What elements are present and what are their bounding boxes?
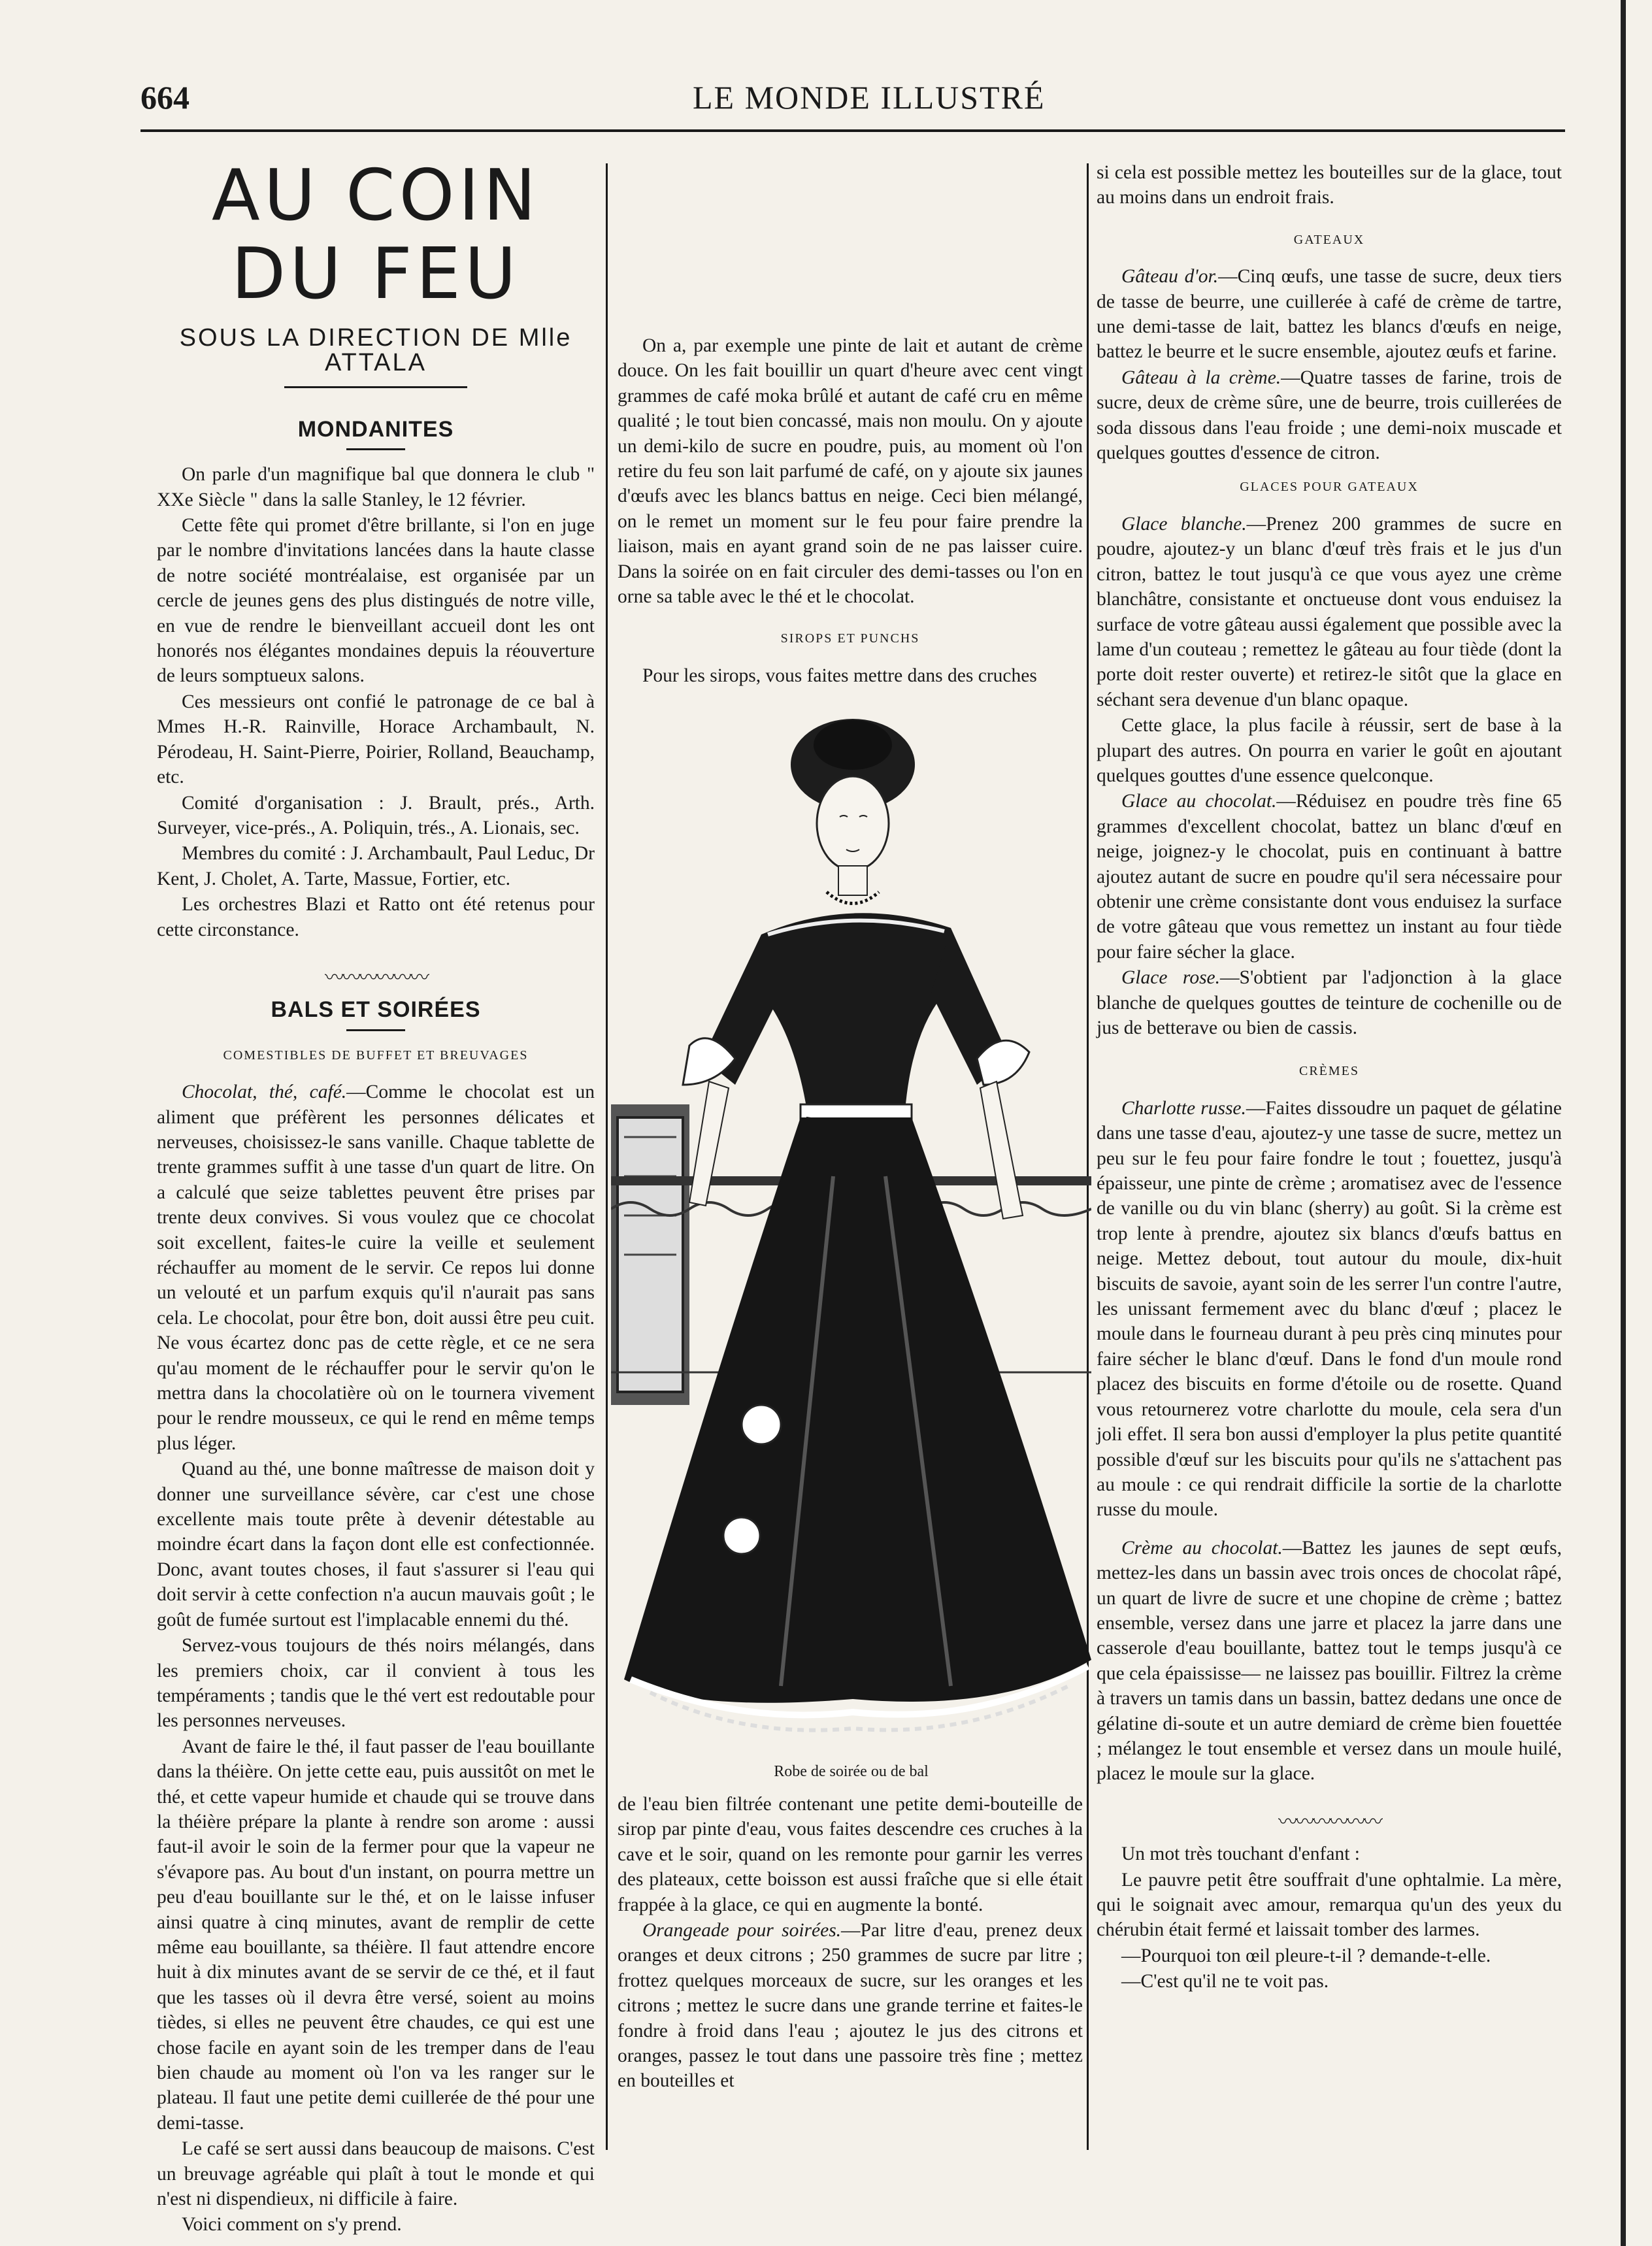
publication-title: LE MONDE ILLUSTRÉ (693, 79, 1046, 116)
paragraph-glace-chocolat (1097, 789, 1562, 965)
column-2-bottom (618, 1792, 1083, 2094)
subheading-comestibles: COMESTIBLES DE BUFFET ET BREUVAGES (223, 1048, 529, 1063)
paragraph-text: —Faites dissoudre un paquet de gélatine dans une tasse d'eau, ajoutez-y une tasse de sucre, mettez un peu sur le feu pour faire fondre le tout ; fouettez, jusqu'à épaisseur, une pinte de crème ; aromatisez avec de l'essence de vanille ou du vin blanc (sherry) au goût. Si la crème est trop lente à prendre, ajoutez six blancs d'œufs battus en neige. Mettez debout, tout autour du moule, dix-huit biscuits de savoie, ayant soin de les serrer l'un contre l'autre, les unissant fermement avec du blanc d'œuf ; placez le moule dans le fourneau durant à peu près cinq minutes pour faire sécher le blanc d'œuf. Dans le fond d'un moule rond placez des biscuits en forme d'étoile ou de rosette. Quand vous retournerez votre charlotte du moule, cela sera d'un joli effet. Il sera bon aussi d'employer la plus petite quantité possible d'œuf sur les biscuits pour qu'ils ne s'attachent pas au moule : ce qui rendrait difficile la sortie de la charlotte russe du moule. (1097, 1097, 1562, 1521)
subtitle: SOUS LA DIRECTION DE Mlle ATTALA (179, 324, 572, 377)
paragraph-orangeade (618, 1918, 1083, 2094)
face (817, 776, 889, 870)
subheading-sirops: SIROPS ET PUNCHS (780, 631, 920, 646)
paragraph: Quand au thé, une bonne maîtresse de maison doit y donner une surveillance sévère, car c'est une chose excellente mais toute prête à devenir détestable au moindre écart dans la façon dont elle est confectionnée. Donc, avant toutes choses, il faut s'assurer si l'eau qui doit servir à cette confection n'a aucun mauvais goût ; le goût de fumée surtout est l'implacable ennemi du thé. (157, 1459, 595, 1630)
paragraph-creme-chocolat (1097, 1536, 1562, 1787)
paragraph: Comité d'organisation : J. Brault, prés., Arth. Surveyer, vice-prés., A. Poliquin, trés., A. Lionais, sec. (157, 792, 595, 838)
paragraph-text: —Cinq œufs, une tasse de sucre, deux tiers de tasse de beurre, une cuillerée à café de crème de tartre, une demi-tasse de lait, battez les blancs d'œufs en neige, battez le beurre et le sucre ensemble, ajoutez œufs et farine. (1097, 266, 1562, 363)
subheading-glaces: GLACES POUR GATEAUX (1240, 480, 1419, 495)
figure-caption: Robe de soirée ou de bal (774, 1763, 929, 1780)
paragraph: Pour les sirops, vous faites mettre dans des cruches (642, 665, 1037, 686)
lead-in: Crème au chocolat. (1121, 1537, 1283, 1559)
subheading-cremes: CRÈMES (1298, 1064, 1360, 1079)
paragraph-charlotte (1097, 1096, 1562, 1523)
paragraph-text: —S'obtient par l'adjonction à la glace blanche de quelques gouttes de teinture de cochenille ou de jus de betterave ou bien de cassis. (1097, 967, 1562, 1038)
paragraph-gateau-or (1097, 264, 1562, 365)
lead-in: Charlotte russe. (1121, 1097, 1246, 1119)
paragraph-text: —Par litre d'eau, prenez deux oranges et deux citrons ; 250 grammes de sucre par litre ; frottez quelques morceaux de sucre, sur les oranges et les citrons ; mettez le sucre dans une grande terrine et faites-le fondre à froid dans l'eau ; ajoutez le jus des citrons et oranges, passez le tout dans une passoire très fine ; mettez en bouteilles et (618, 1920, 1083, 2092)
paragraph: Un mot très touchant d'enfant : (1121, 1843, 1360, 1865)
lead-in: Gâteau à la crème. (1121, 367, 1281, 388)
paragraph-text: —Comme le chocolat est un aliment que préfèrent les personnes délicates et nerveuses, choisissez-le sans vanille. Chaque tablette de trente grammes suffit à une tasse d'un quart de litre. On a calculé que seize tablettes peuvent être prises par trente deux convives. Si vous voulez que ce chocolat soit excellent, faites-le cuire la veille et seulement réchauffer au moment de le servir. Ce repos lui donne un velouté et un parfum exquis qu'il n'aurait pas sans cela. Le chocolat, pour être bon, doit aussi être peu cuit. Ne vous écartez donc pas de cette règle, et ce ne sera qu'au moment de le réchauffer pour le servir qu'on le mettra dans la chocolatière où on le tournera vivement pour le rendre mousseux, ce qui le rend en même temps plus léger. (157, 1082, 595, 1454)
column-3 (1097, 160, 1562, 1995)
paragraph: Cette glace, la plus facile à réussir, sert de base à la plupart des autres. On pourra en varier le goût en ajoutant quelques gouttes d'une essence quelconque. (1097, 715, 1562, 786)
column-divider-1 (606, 163, 608, 2150)
bodice (761, 913, 951, 1111)
paragraph: Le pauvre petit être souffrait d'une ophtalmie. La mère, qui le soignait avec amour, remarqua qu'un des yeux du chérubin était fermé et laissait tomber des larmes. (1097, 1869, 1562, 1941)
paragraph-text: —Quatre tasses de farine, trois de sucre, deux de crème sûre, une de beurre, trois cuillerées de soda dissous dans l'eau froide ; une demi-noix muscade et quelques gouttes d'essence de citron. (1097, 367, 1562, 464)
paragraph: Cette fête qui promet d'être brillante, si l'on en juge par le nombre d'invitations lancées dans la haute classe de notre société montréalaise, est organisée par un cercle de jeunes gens des plus distingués de notre ville, en vue de rendre le bienveillant accueil dont les ont honorés nos élégantes mondaines depuis la réouverture de leurs somptueux salons. (157, 515, 595, 687)
lead-in: Orangeade pour soirées. (642, 1920, 842, 1941)
lead-in: Glace blanche. (1121, 513, 1247, 535)
lead-in: Gâteau d'or. (1121, 266, 1219, 288)
wavy-divider: 〰〰〰〰〰〰 (325, 966, 427, 989)
paragraph-gateau-creme (1097, 365, 1562, 466)
paragraph: Servez-vous toujours de thés noirs mélangés, dans les premiers choix, car il convient à tous les tempéraments ; tandis que le thé vert est redoutable pour les personnes nerveuses. (157, 1635, 595, 1732)
lead-in: Glace au chocolat. (1121, 791, 1277, 812)
main-title: AU COIN DU FEU (211, 155, 540, 315)
section-rule (346, 1029, 405, 1031)
paragraph-text: —Réduisez en poudre très fine 65 grammes d'excellent chocolat, battez un blanc d'œuf en neige, joignez-y le chocolat, puis en continuant à battre ajoutez autant de sucre en poudre qu'il sera nécessaire pour obtenir une crème consistante dont vous enduisez la surface de votre gâteau que vous remettez un instant au four tiède pour faire sécher la glace. (1097, 791, 1562, 963)
paragraph: On parle d'un magnifique bal que donnera le club " XXe Siècle " dans la salle Stanley, le 12 février. (157, 464, 595, 510)
paragraph: On a, par exemple une pinte de lait et autant de crème douce. On les fait bouillir un quart d'heure avec cent vingt grammes de café moka brûlé et autant de café cru en même qualité ; le tout bien concassé, mais non moulu. On y ajoute un demi-kilo de sucre en poudre, puis, au moment où l'on retire du feu son lait parfumé de café, on y ajoute six jaunes d'œufs avec les blancs battus en neige. Ceci bien mélangé, on le remet un moment sur le feu pour faire prendre la liaison, mais en ayant grand soin de ne pas laisser cuire. Dans la soirée on en fait circuler des demi-tasses ou l'on en orne sa table avec le thé et le chocolat. (618, 335, 1083, 608)
section-heading-mondanites: MONDANITES (297, 416, 454, 442)
paragraph: si cela est possible mettez les bouteilles sur de la glace, tout au moins dans un endroit frais. (1097, 162, 1562, 208)
lead-in: Chocolat, thé, café. (182, 1082, 347, 1103)
paragraph-glace-rose (1097, 965, 1562, 1040)
column-2-top (618, 333, 1083, 689)
paragraph-text: —Battez les jaunes de sept œufs, mettez-les dans un bassin avec trois onces de chocolat râpé, un quart de livre de sucre et une chopine de crème ; battez ensemble, versez dans une jarre et placez la jarre dans une casserole d'eau bouillante, battez tout le temps jusqu'à ce que cela épaississe— ne laissez pas bouillir. Filtrez la crème à travers un tamis dans un bassin, battez dedans une once de gélatine di-soute et un autre demiard de crème bien fouettée ; mélangez le tout ensemble et versez dans un moule huilé, placez le moule sur la glace. (1097, 1537, 1562, 1785)
paragraph: —Pourquoi ton œil pleure-t-il ? demande-t-elle. (1121, 1945, 1491, 1966)
paragraph: Les orchestres Blazi et Ratto ont été retenus pour cette circonstance. (157, 894, 595, 940)
evening-gown-illustration (611, 719, 1091, 1758)
paragraph: Ces messieurs ont confié le patronage de ce bal à Mmes H.-R. Rainville, Horace Archambault, N. Pérodeau, H. Saint-Pierre, Poirier, Rolland, Beauchamp, etc. (157, 691, 595, 788)
section-heading-bals: BALS ET SOIRÉES (271, 997, 481, 1023)
title-rule (284, 386, 467, 388)
page-edge (1621, 0, 1626, 2246)
paragraph-glace-blanche (1097, 512, 1562, 712)
paragraph: —C'est qu'il ne te voit pas. (1121, 1971, 1329, 1992)
paragraph-text: —Prenez 200 grammes de sucre en poudre, ajoutez-y un blanc d'œuf très frais et le jus d'un citron, battez le tout jusqu'à ce que vous ayez une crème blanchâtre, consistante et onctueuse dont vous enduisez la surface de votre gâteau aussi également que possible avec la lame d'un couteau ; remettez le gâteau au four tiède (dont la porte doit rester ouverte) et retirez-le sitôt que la glace en séchant sera devenue d'un blanc opaque. (1097, 513, 1562, 710)
subheading-gateaux: GATEAUX (1293, 232, 1365, 247)
section-rule (346, 448, 405, 450)
paragraph-chocolat (157, 1080, 595, 1456)
lead-in: Glace rose. (1121, 967, 1221, 989)
paragraph: de l'eau bien filtrée contenant une petite demi-bouteille de sirop par pinte d'eau, vous faites descendre ces cruches à la cave et le soir, quand on les remonte pour garnir les verres des plateaux, cette boisson est aussi fraîche que si elle était frappée à la glace, ce qui en augmente la bonté. (618, 1794, 1083, 1915)
header-rule (140, 129, 1565, 132)
paragraph: Voici comment on s'y prend. (182, 2214, 402, 2236)
paragraph: Le café se sert aussi dans beaucoup de maisons. C'est un breuvage agréable qui plaît à tout le monde et qui n'est ni dispendieux, ni difficile à faire. (157, 2138, 595, 2210)
column-1 (157, 150, 595, 2238)
paragraph: Avant de faire le thé, il faut passer de l'eau bouillante dans la théière. On jette cette eau, puis aussitôt on met le thé, et cette vapeur humide et chaude qui se trouve dans la théière prépare la plante à rendre son arome : aussi faut-il avoir le soin de la fermer pour que la vapeur ne s'évapore pas. Au bout d'un instant, on pourra mettre un peu d'eau bouillante sur le thé, et on le laisse infuser ainsi quatre à cinq minutes, avant de remplir de cette même eau bouillante, sa théière. Il faut attendre encore huit à dix minutes avant de se servir de ce thé, et il faut que les tasses où il devra être versé, soient au moins tièdes, si elles ne peuvent être chaudes, ce qui est une chose facile en ayant soin de les tremper dans de l'eau bien chaude au moment où l'on va les ranger sur le plateau. Il faut une petite demi cuillerée de thé pour une demi-tasse. (157, 1736, 595, 2134)
paragraph: Membres du comité : J. Archambault, Paul Leduc, Dr Kent, J. Cholet, A. Tarte, Massue, Fortier, etc. (157, 843, 595, 889)
page-number: 664 (140, 79, 190, 116)
wavy-divider: 〰〰〰〰〰〰 (1278, 1811, 1380, 1833)
